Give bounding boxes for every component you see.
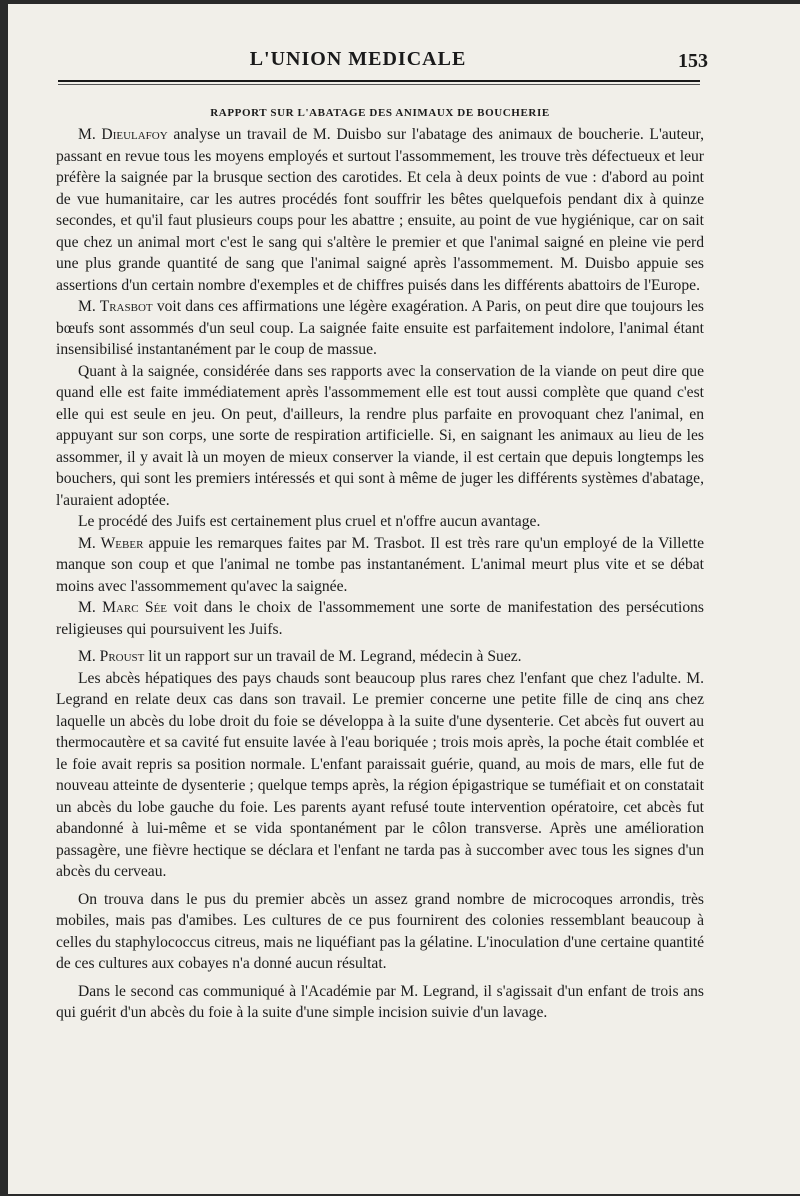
paragraph-text: voit dans le choix de l'assommement une sorte de manifestation des persécutions religieuses qui poursuivent les Juifs. — [56, 599, 705, 638]
paragraph-list — [56, 124, 704, 1024]
paragraph-text: Quant à la saignée, considérée dans ses rapports avec la conservation de la viande on peut dire que quand elle est faite immédiatement après l'assommement elle est tout aussi complète que quand c'est elle qui est seule en jeu. On peut, d'ailleurs, la rendre plus parfaite en provoquant chez l'animal, en appuyant sur son corps, une sorte de respiration artificielle. Si, en saignant les animaux au lieu de les assommer, il y avait là un moyen de mieux conserver la viande, il est certain que depuis longtemps les bouchers, qui sont les premiers intéressés et qui sont à même de juger les différents systèmes d'abatage, l'auraient adoptée. — [56, 362, 704, 509]
paragraph-text: lit un rapport sur un travail de M. Legrand, médecin à Suez. — [144, 648, 522, 665]
page-number: 153 — [678, 50, 708, 72]
paragraph — [56, 124, 704, 296]
paragraph-text: Dans le second cas communiqué à l'Académie par M. Legrand, il s'agissait d'un enfant de trois ans qui guérit d'un abcès du foie à la suite d'une simple incision suivie d'un lavage. — [56, 982, 704, 1021]
paragraph-text: Les abcès hépatiques des pays chauds sont beaucoup plus rares chez l'enfant que chez l'adulte. M. Legrand en relate deux cas dans son travail. Le premier concerne une petite fille de cinq ans chez laquelle un abcès du lobe droit du foie se développa à la suite d'une dysenterie. Cet abcès fut ouvert au thermocautère et sa cavité fut ensuite lavée à l'eau boriquée ; trois mois après, la poche était comblée et le foie avait repris sa position normale. L'enfant paraissait guérie, quand, au mois de mars, elle fut de nouveau atteinte de dysenterie ; quelque temps après, la région épigastrique se tuméfiait et on constatait un abcès du lobe gauche du foie. Les parents ayant refusé toute intervention opératoire, cet abcès fut abandonné à lui-même et se vida spontanément par le côlon transverse. Après une amélioration passagère, une fièvre hectique se déclara et l'enfant ne tarda pas à succomber avec tous les signes d'un abcès du cerveau. — [56, 669, 704, 880]
paragraph-text: voit dans ces affirmations une légère exagération. A Paris, on peut dire que toujours les bœufs sont assommés d'un seul coup. La saignée faite ensuite est parfaitement indolore, l'animal étant insensibilisé instantanément par le coup de massue. — [56, 298, 704, 358]
header-rule — [58, 80, 700, 82]
running-title: L'UNION MEDICALE — [249, 48, 467, 70]
paragraph — [56, 296, 704, 361]
paragraph — [56, 511, 704, 533]
document-page — [8, 4, 800, 1194]
paragraph — [56, 981, 704, 1024]
speaker-name: M. Weber — [78, 534, 144, 552]
section-title: RAPPORT SUR L'ABATAGE DES ANIMAUX DE BOUCHERIE — [210, 107, 550, 119]
paragraph-text: Le procédé des Juifs est certainement plus cruel et n'offre aucun avantage. — [78, 513, 541, 530]
paragraph — [56, 533, 704, 598]
article-body — [56, 104, 704, 1024]
header-rule-thin — [58, 84, 700, 85]
page-header — [8, 48, 800, 78]
paragraph — [56, 646, 704, 668]
speaker-name: M. Proust — [78, 648, 145, 665]
paragraph — [56, 361, 704, 512]
paragraph-text: appuie les remarques faites par M. Trasbot. Il est très rare qu'un employé de la Villette manque son coup et que l'animal ne tombe pas instantanément. L'animal meurt plus vite et se débat moins avec l'assommement qu'avec la saignée. — [56, 534, 705, 595]
paragraph — [56, 889, 704, 975]
speaker-name: M. Dieulafoy — [78, 126, 168, 143]
paragraph-text: On trouva dans le pus du premier abcès un assez grand nombre de microcoques arrondis, très mobiles, mais pas d'amibes. Les cultures de ce pus fournirent des colonies ressemblant beaucoup à celles du staphylococcus citreus, mais ne liquéfiant pas la gélatine. L'inoculation d'une certaine quantité de ces cultures aux cobayes n'a donné aucun résultat. — [56, 890, 704, 972]
paragraph — [56, 668, 704, 883]
speaker-name: M. Marc Sée — [78, 599, 168, 616]
paragraph-text: analyse un travail de M. Duisbo sur l'abatage des animaux de boucherie. L'auteur, passant en revue tous les moyens employés et surtout l'assommement, les trouve très défectueux et leur préfère la saignée par la brusque section des carotides. Et cela à deux points de vue : d'abord au point de vue humanitaire, car les autres procédés font souffrir les bêtes quelquefois pendant dix à quinze secondes, et qu'il faut plusieurs coups pour les abattre ; ensuite, au point de vue hygiénique, car on sait que chez un animal mort c'est le sang qui s'altère le premier et que l'animal saigné en pleine vie perd une plus grande quantité de sang que l'animal saigné après l'assommement. M. Duisbo appuie ses assertions d'un certain nombre d'exemples et de chiffres puisés dans les différents abattoirs de l'Europe. — [56, 126, 704, 294]
speaker-name: M. Trasbot — [78, 298, 153, 315]
paragraph — [56, 597, 704, 640]
